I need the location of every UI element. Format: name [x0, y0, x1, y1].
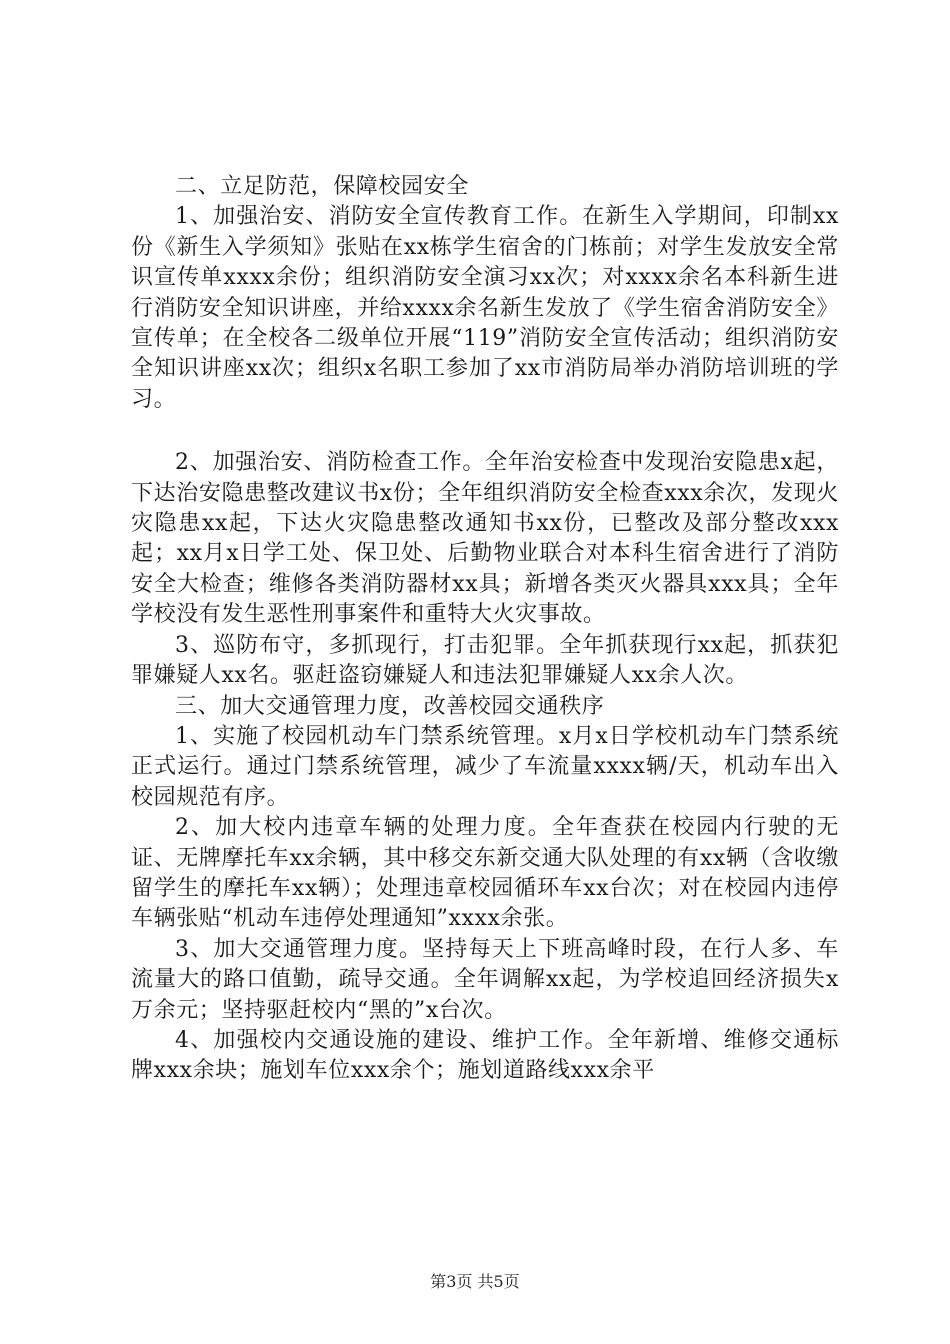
paragraph-publicity-education: 1、加强治安、消防安全宣传教育工作。在新生入学期间，印制xx份《新生入学须知》张贴在xx栋学生宿舍的门栋前；对学生发放安全常识宣传单xxxx余份；组织消防安全演习xx次；对xxxx余名本科新生进行消防安全知识讲座，并给xxxx余名新生发放了《学生宿舍消防安全》宣传单；在全校各二级单位开展“119”消防安全宣传活动；组织消防安全知识讲座xx次；组织x名职工参加了xx市消防局举办消防培训班的学习。	[131, 204, 839, 412]
section-heading-3: 三、加大交通管理力度，改善校园交通秩序	[175, 693, 605, 719]
paragraph-traffic-facilities: 4、加强校内交通设施的建设、维护工作。全年新增、维修交通标牌xxx余块；施划车位xxx余个；施划道路线xxx余平	[131, 1027, 839, 1084]
section-heading-2: 二、立足防范，保障校园安全	[175, 174, 469, 199]
paragraph-patrol-crime: 3、巡防布守，多抓现行，打击犯罪。全年抓获现行xx起，抓获犯罪嫌疑人xx名。驱赶盗窃嫌疑人和违法犯罪嫌疑人xx余人次。	[131, 632, 839, 689]
paragraph-traffic-management: 3、加大交通管理力度。坚持每天上下班高峰时段，在行人多、车流量大的路口值勤，疏导交通。全年调解xx起，为学校追回经济损失x万余元；坚持驱赶校内“黑的”x台次。	[131, 936, 839, 1023]
paragraph-access-control: 1、实施了校园机动车门禁系统管理。x月x日学校机动车门禁系统正式运行。通过门禁系统管理，减少了车流量xxxx辆/天，机动车出入校园规范有序。	[131, 723, 839, 810]
document-body	[131, 172, 839, 1087]
paragraph-violation-vehicles: 2、加大校内违章车辆的处理力度。全年查获在校园内行驶的无证、无牌摩托车xx余辆，其中移交东新交通大队处理的有xx辆（含收缴留学生的摩托车xx辆）；处理违章校园循环车xx台次；对在校园内违停车辆张贴“机动车违停处理通知”xxxx余张。	[131, 815, 839, 932]
page-number-footer: 第3页 共5页	[430, 1272, 520, 1291]
paragraph-inspection-work: 2、加强治安、消防检查工作。全年治安检查中发现治安隐患x起，下达治安隐患整改建议书x份；全年组织消防安全检查xxx余次，发现火灾隐患xx起，下达火灾隐患整改通知书xx份，已整改及部分整改xxx起；xx月x日学工处、保卫处、后勤物业联合对本科生宿舍进行了消防安全大检查；维修各类消防器材xx具；新增各类灭火器具xxx具；全年学校没有发生恶性刑事案件和重特大火灾事故。	[131, 450, 839, 628]
